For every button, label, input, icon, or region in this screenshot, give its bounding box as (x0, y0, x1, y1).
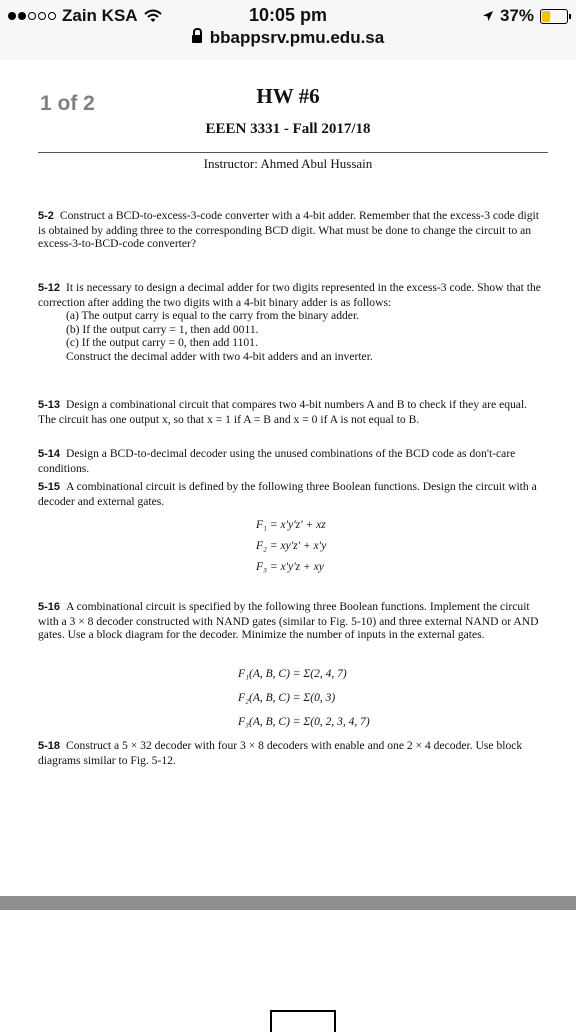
clock: 10:05 pm (248, 5, 328, 25)
problem-5-13 (38, 398, 546, 426)
problem-item: (c) If the output carry = 0, then add 1101. (66, 336, 258, 349)
problem-5-2 (38, 209, 546, 251)
problem-5-18 (38, 739, 546, 767)
lock-icon (192, 35, 202, 43)
problem-number: 5-18 (38, 740, 61, 752)
equation-f1: F₁ = x'y'z' + xz (256, 519, 326, 531)
problem-5-15 (38, 480, 546, 508)
problem-text: Construct a BCD-to-excess-3-code converter with a 4-bit adder. Remember that the excess-3 code digit is obtained by adding three to the corresponding BCD digit. What must be done to change the circuit to an excess-3-to-BCD-code converter? (38, 209, 539, 250)
problem-number: 5-16 (38, 601, 61, 613)
problem-text: Design a BCD-to-decimal decoder using the unused combinations of the BCD code as don't-care conditions. (38, 447, 516, 475)
problem-text: A combinational circuit is specified by the following three Boolean functions. Implement the circuit with a 3 × 8 decoder constructed with NAND gates (similar to Fig. 5-10) and three external NAND or AND gates. Use a block diagram for the decoder. Minimize the number of inputs in the external gates. (38, 600, 539, 641)
problem-number: 5-2 (38, 210, 54, 222)
problem-number: 5-12 (38, 282, 61, 294)
problem-5-16 (38, 600, 546, 642)
equation-f2: F₂(A, B, C) = Σ(0, 3) (238, 692, 336, 704)
url-bar[interactable] (0, 28, 576, 48)
equation-f1: F₁(A, B, C) = Σ(2, 4, 7) (238, 668, 347, 680)
problem-text: Design a combinational circuit that compares two 4-bit numbers A and B to check if they are equal. The circuit has one output x, so that x = 1 if A = B and x = 0 if A is not equal to B. (38, 398, 528, 426)
problem-item: (a) The output carry is equal to the carry from the binary adder. (66, 309, 360, 322)
problem-number: 5-13 (38, 399, 61, 411)
page-separator (0, 896, 576, 910)
divider (38, 152, 548, 153)
problem-text: A combinational circuit is defined by the following three Boolean functions. Design the circuit with a decoder and external gates. (38, 480, 537, 508)
problem-item: (b) If the output carry = 1, then add 0011. (66, 322, 259, 336)
equation-f2: F₂ = xy'z' + x'y (256, 540, 327, 552)
problem-5-14 (38, 447, 546, 475)
battery-percent: 37% (499, 6, 534, 25)
problem-item: Construct the decimal adder with two 4-bit adders and an inverter. (66, 349, 373, 363)
problem-text: It is necessary to design a decimal adder for two digits represented in the excess-3 code. Show that the correction after adding the two digits with a 4-bit binary adder is as follows: (38, 281, 541, 309)
instructor-line: Instructor: Ahmed Abul Hussain (203, 156, 373, 171)
problem-text: Construct a 5 × 32 decoder with four 3 × 8 decoders with enable and one 2 × 4 decoder. Use block diagrams similar to Fig. 5-12. (38, 739, 523, 767)
equation-f3: F₃(A, B, C) = Σ(0, 2, 3, 4, 7) (238, 716, 370, 728)
problem-number: 5-15 (38, 481, 61, 493)
problem-number: 5-14 (38, 448, 61, 460)
page-indicator: 1 of 2 (40, 92, 95, 115)
document-page (0, 60, 576, 896)
toolbar-button[interactable] (270, 1010, 336, 1032)
equation-f3: F₃ = x'y'z + xy (256, 561, 324, 573)
next-page-area (0, 910, 576, 1024)
battery-group (482, 6, 568, 26)
status-bar (0, 0, 576, 60)
course-heading: EEEN 3331 - Fall 2017/18 (205, 121, 371, 137)
location-arrow-icon (482, 10, 494, 22)
doc-title: HW #6 (256, 84, 320, 108)
url-text: bbappsrv.pmu.edu.sa (209, 28, 385, 47)
problem-5-12 (38, 281, 546, 363)
battery-icon (540, 9, 568, 24)
carrier-label: Zain KSA (62, 6, 138, 25)
